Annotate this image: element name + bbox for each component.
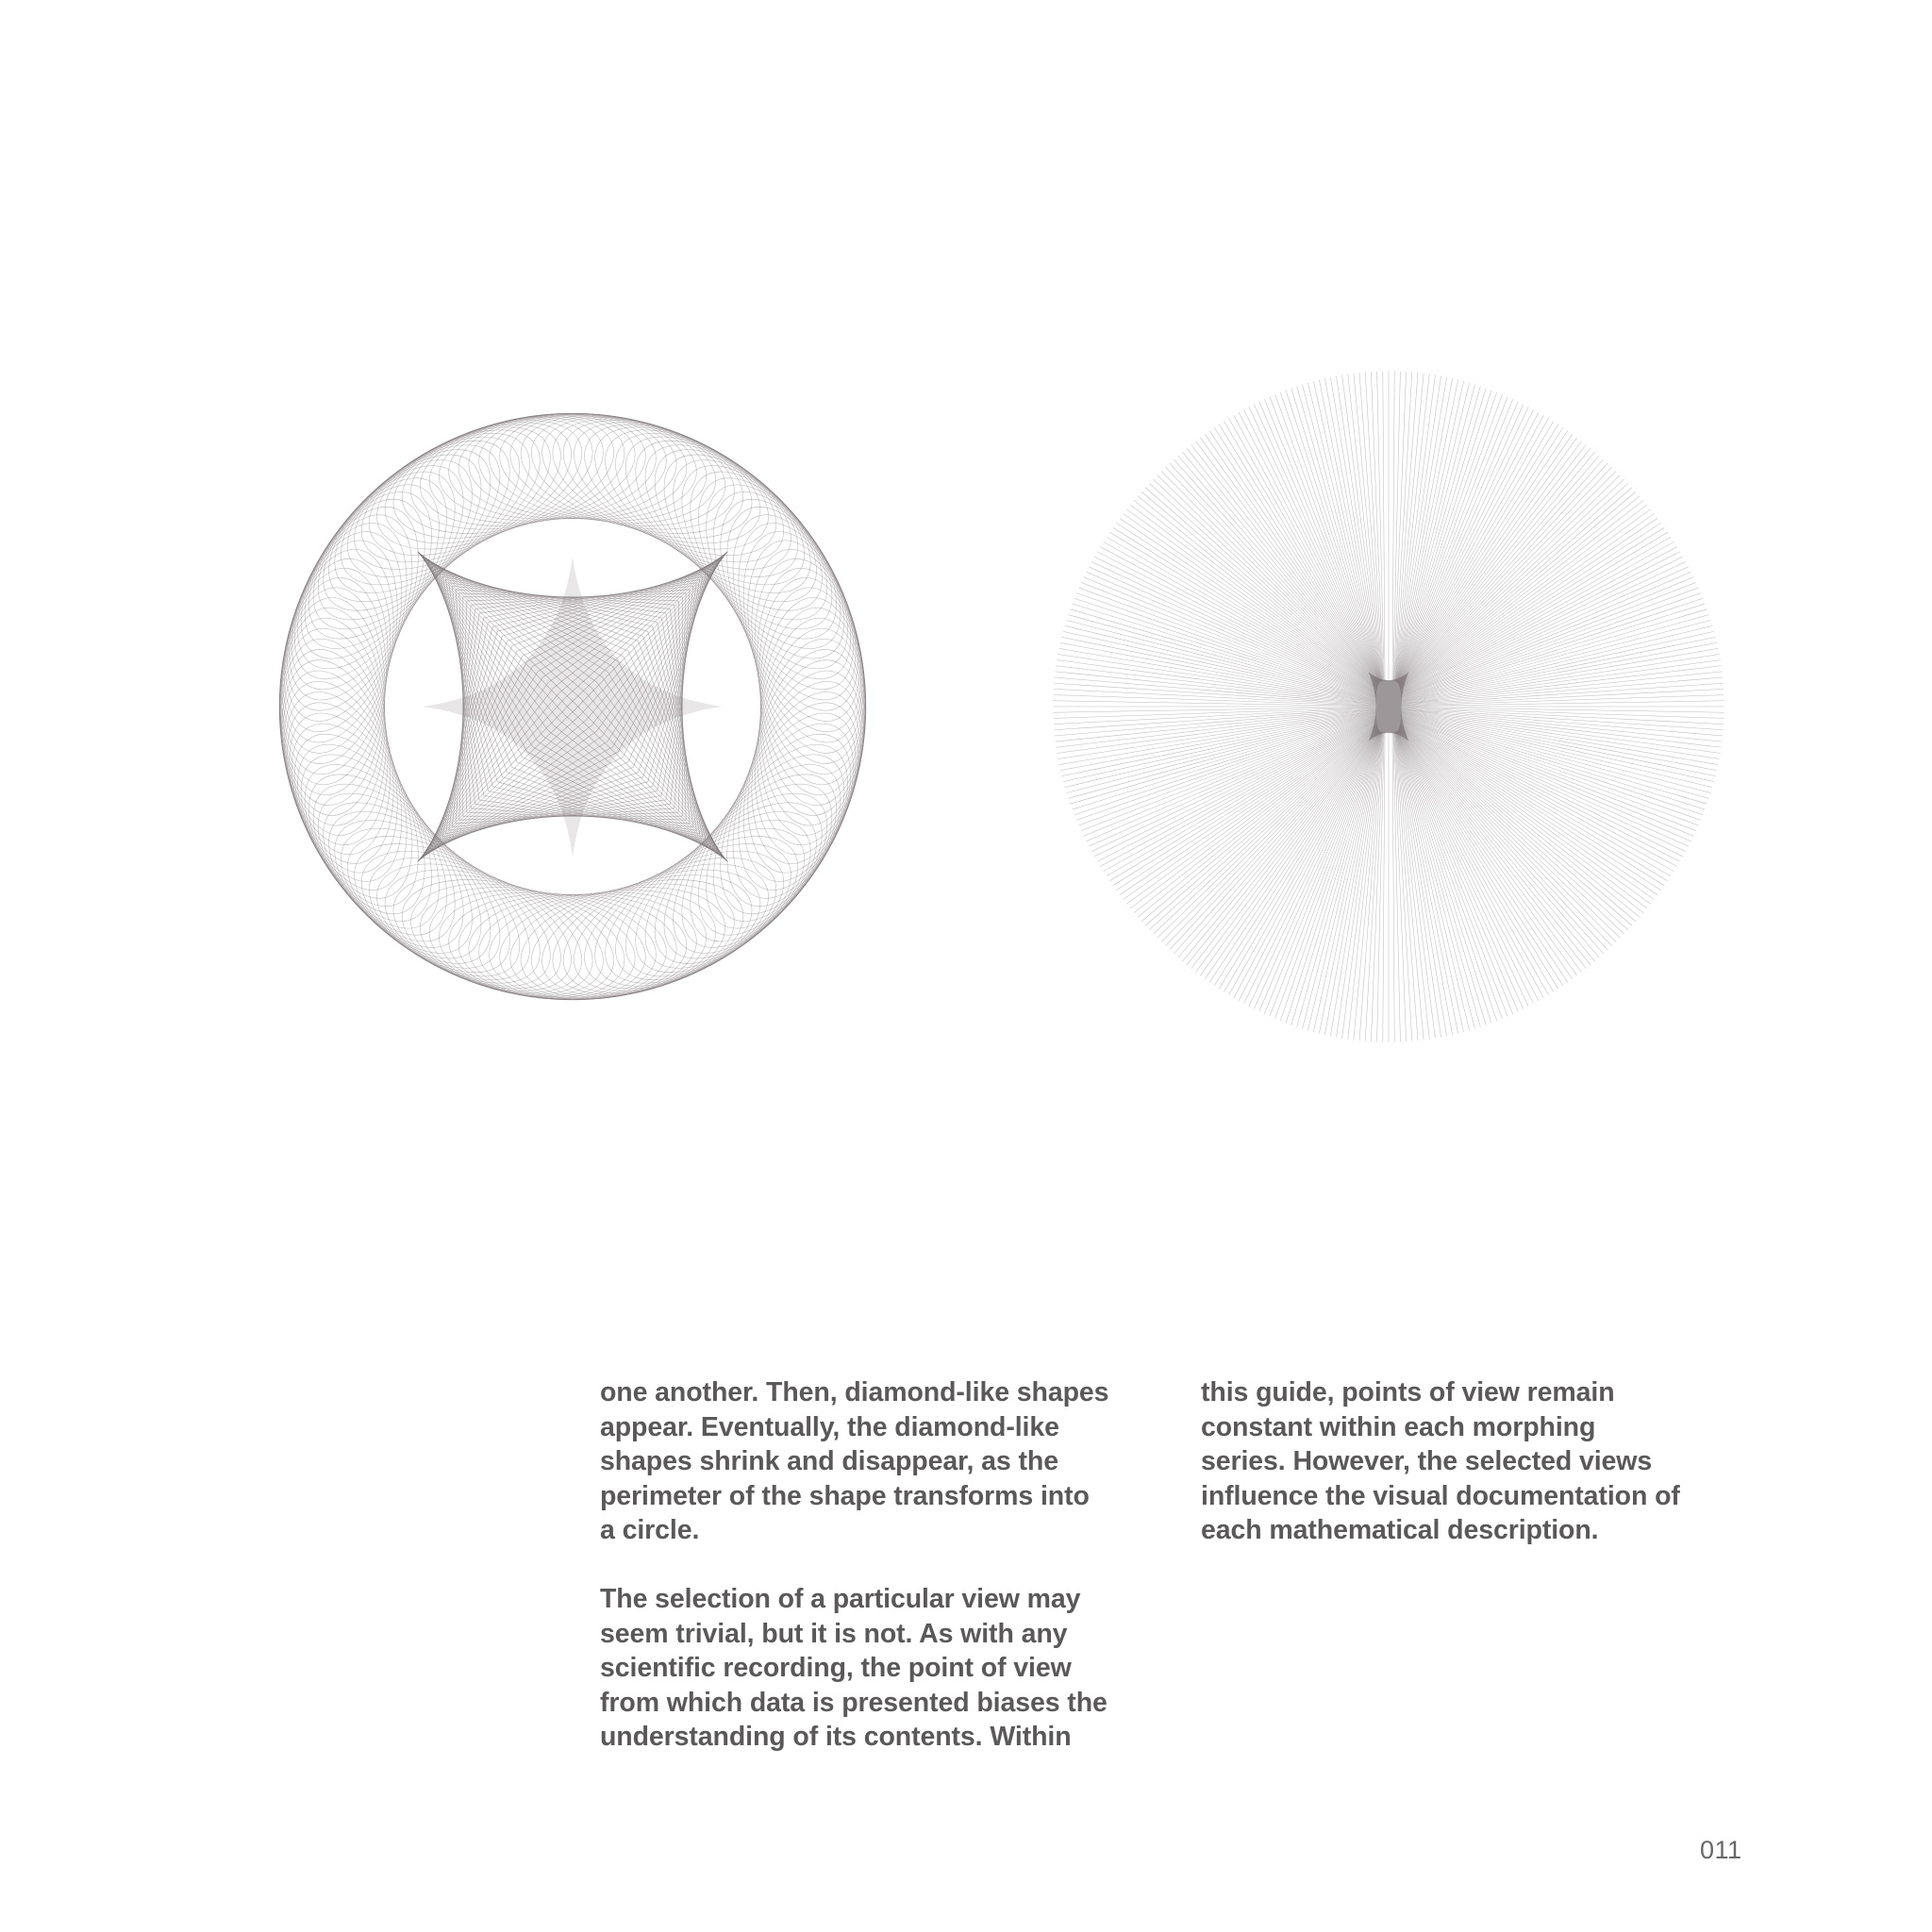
radial-starburst-figure <box>1025 343 1752 1070</box>
paragraph-morphing-series: this guide, points of view remain constant within each morphing series. However, the selected views influence the visual documentation of each mathematical description. <box>1201 1377 1680 1545</box>
paragraph-diamond-shapes: one another. Then, diamond-like shapes appear. Eventually, the diamond-like shapes shrink and disappear, as the perimeter of the shape transforms into a circle. <box>600 1377 1109 1545</box>
page-number: 011 <box>1700 1836 1742 1864</box>
text-column-right <box>1201 1375 1748 1548</box>
astroid-spirograph-figure <box>209 343 936 1070</box>
text-column-left <box>600 1375 1147 1755</box>
paragraph-point-of-view: The selection of a particular view may seem trivial, but it is not. As with any scientific recording, the point of view from which data is presented biases the understanding of its contents. Within <box>600 1584 1108 1752</box>
